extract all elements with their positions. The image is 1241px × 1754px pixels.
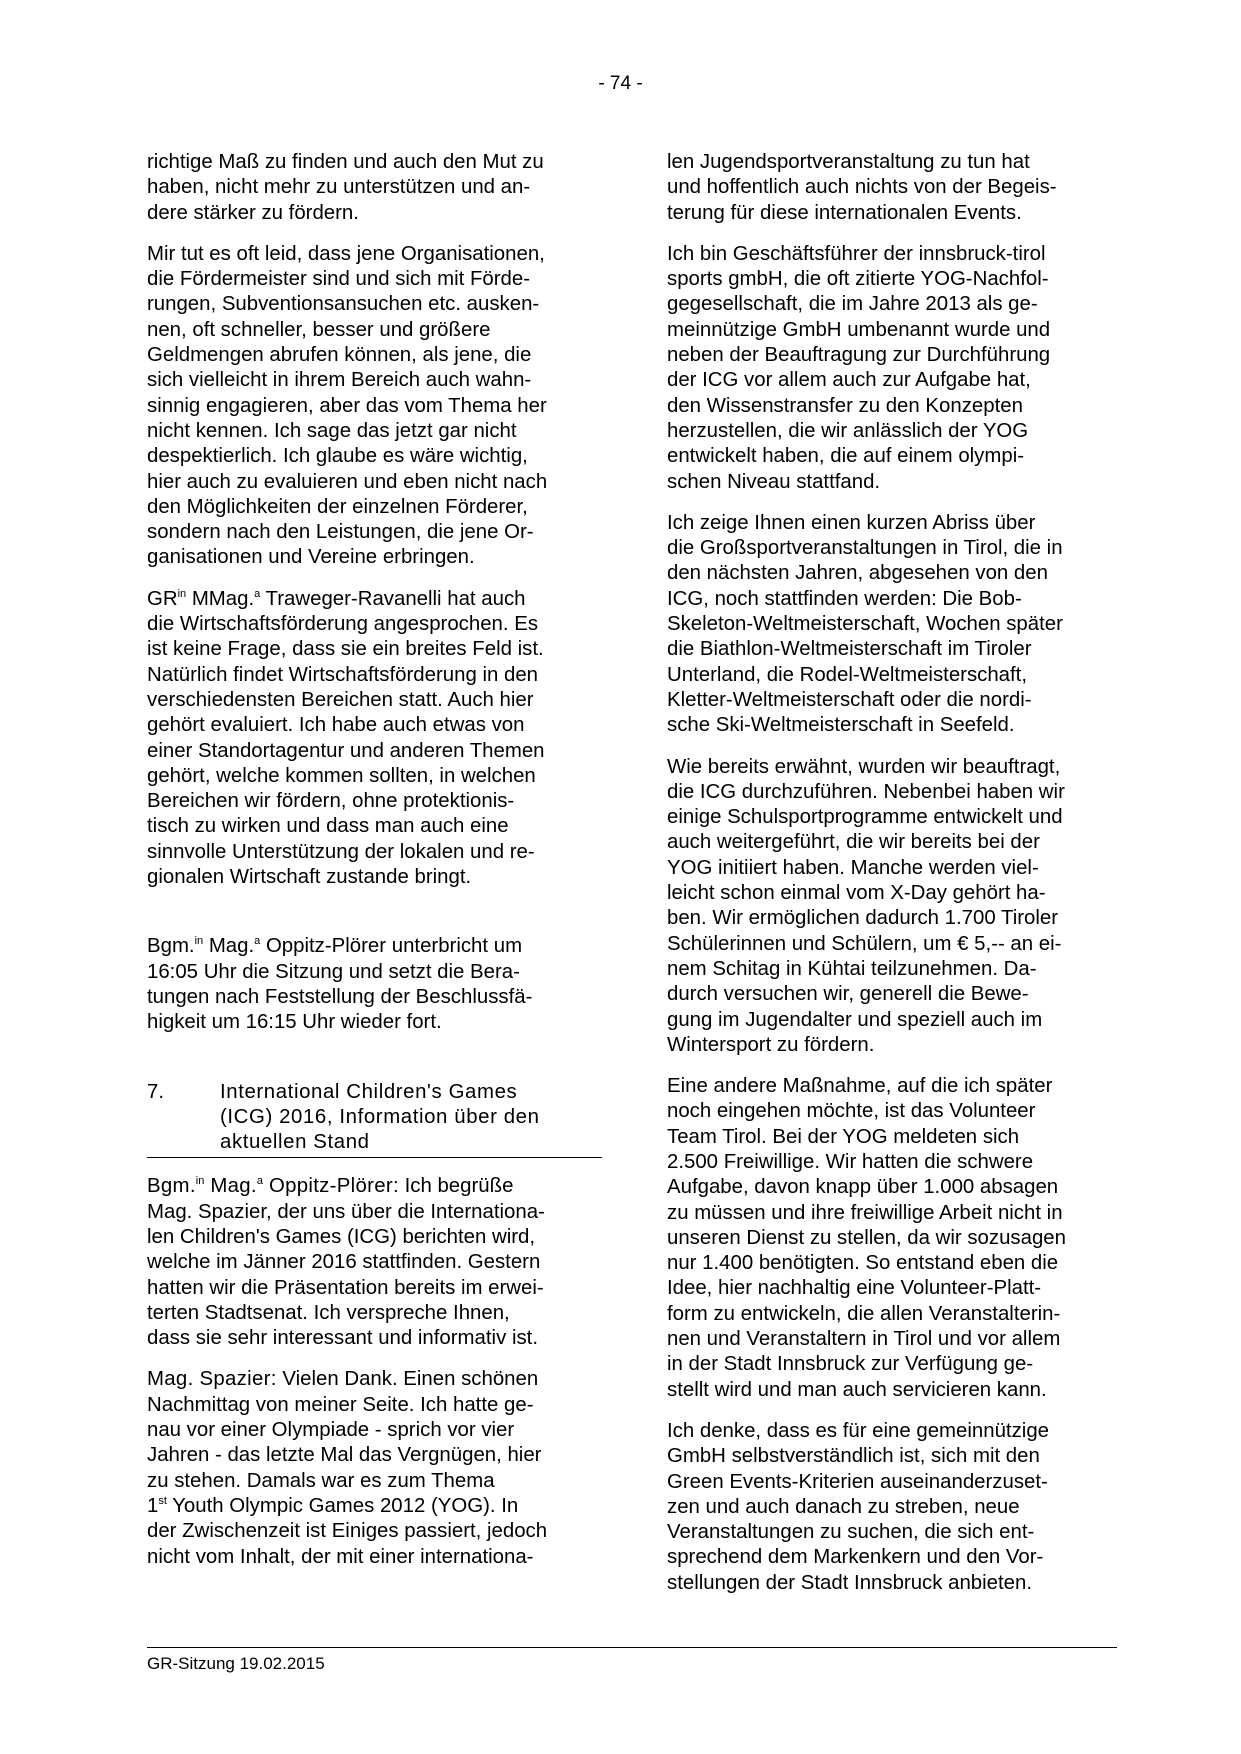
superscript: in xyxy=(177,587,187,600)
speaker-title: MMag. xyxy=(186,587,255,610)
superscript: a xyxy=(254,935,261,948)
paragraph-text: Vielen Dank. Einen schönen Nachmittag von meiner Seite. Ich hatte ge- nau vor einer Olympiade - sprich vor vier Jahren - das letzte Mal das Vergnügen, hier zu stehen. Damals war es zum Thema 1 xyxy=(147,1368,542,1517)
paragraph: Wie bereits erwähnt, wurden wir beauftragt, die ICG durchzuführen. Nebenbei haben wir einige Schulsportprogramme entwickelt und auch weitergeführt, die wir bereits bei der YOG initiiert haben. Manche werden viel- leicht schon einmal vom X-Day gehört ha- ben. Wir ermöglichen dadurch 1.700 Tiroler Schülerinnen und Schülern, um € 5,-- an ei- nem Schitag in Kühtai teilzunehmen. Da- durch versuchen wir, generell die Bewe- gung im Jugendalter und speziell auch im Wintersport zu fördern. xyxy=(667,755,1065,1056)
agenda-item-title: International Children's Games (ICG) 2016, Information über den aktuellen Stand xyxy=(220,1080,540,1154)
paragraph-text: Ich begrüße Mag. Spazier, der uns über die Internationa- len Children's Games (ICG) berichten wird, welche im Jänner 2016 stattfinden. Gestern hatten wir die Präsentation bereits im erwei- terten Stadtsenat. Ich verspreche Ihnen, dass sie sehr interessant und informativ ist. xyxy=(147,1175,545,1350)
paragraph xyxy=(147,587,602,891)
speaker-title: Mag. xyxy=(203,935,255,958)
paragraph: Mir tut es oft leid, dass jene Organisationen, die Fördermeister sind und sich mit Förde- rungen, Subventionsansuchen etc. ausken- nen, oft schneller, besser und größere Geldmengen abrufen können, als jene, die sich vielleicht in ihrem Bereich auch wahn- sinnig engagieren, aber das vom Thema her nicht kennen. Ich sage das jetzt gar nicht despektierlich. Ich glaube es wäre wichtig, hier auch zu evaluieren und eben nicht nach den Möglichkeiten der einzelnen Förderer, sondern nach den Leistungen, die jene Or- ganisationen und Vereine erbringen. xyxy=(147,242,548,569)
paragraph: richtige Maß zu finden und auch den Mut zu haben, nicht mehr zu unterstützen und an- dere stärker zu fördern. xyxy=(147,151,544,224)
superscript: in xyxy=(195,1175,205,1188)
superscript: st xyxy=(158,1494,167,1507)
agenda-item-heading xyxy=(147,1080,602,1159)
speaker-title: GR xyxy=(147,587,178,610)
paragraph: len Jugendsportveranstaltung zu tun hat und hoffentlich auch nichts von der Begeis- terung für diese internationalen Events. xyxy=(667,151,1057,224)
speaker-name: Oppitz-Plörer: xyxy=(262,1175,399,1198)
speaker-name: Bgm. xyxy=(147,1175,196,1198)
speaker-title: Bgm. xyxy=(147,935,195,958)
paragraph xyxy=(147,1174,602,1351)
paragraph-text: Traweger-Ravanelli hat auch die Wirtschaftsförderung angesprochen. Es ist keine Frage, dass sie ein breites Feld ist. Natürlich findet Wirtschaftsförderung in den verschiedensten Bereichen statt. Auch hier gehört evaluiert. Ich habe auch etwas von einer Standortagentur und anderen Themen gehört, welche kommen sollten, in welchen Bereichen wir fördern, ohne protektionis- tisch zu wirken und dass man auch eine sinnvolle Unterstützung der lokalen und re- gionalen Wirtschaft zustande bringt. xyxy=(147,587,545,889)
superscript: a xyxy=(256,1175,263,1188)
paragraph-text: Youth Olympic Games 2012 (YOG). In der Zwischenzeit ist Einiges passiert, jedoch nicht vom Inhalt, der mit einer internationa- xyxy=(147,1494,548,1568)
paragraph-text: Oppitz-Plörer unterbricht um 16:05 Uhr die Sitzung und setzt die Bera- tungen nach Feststellung der Beschlussfä- higkeit um 16:15 Uhr wieder fort. xyxy=(147,935,533,1034)
footer-divider xyxy=(147,1647,1117,1648)
paragraph: Ich zeige Ihnen einen kurzen Abriss über die Großsportveranstaltungen in Tirol, die in den nächsten Jahren, abgesehen von den ICG, noch stattfinden werden: Die Bob- Skeleton-Weltmeisterschaft, Wochen später die Biathlon-Weltmeisterschaft im Tiroler Unterland, die Rodel-Weltmeisterschaft, Kletter-Weltmeisterschaft oder die nordi- sche Ski-Weltmeisterschaft in Seefeld. xyxy=(667,511,1063,737)
page-number: - 74 - xyxy=(598,73,643,94)
agenda-item-number: 7. xyxy=(147,1080,165,1103)
paragraph xyxy=(147,934,602,1035)
right-column xyxy=(667,150,1122,1612)
left-column xyxy=(147,150,602,1586)
superscript: a xyxy=(254,587,261,600)
superscript: in xyxy=(194,935,204,948)
paragraph: Ich denke, dass es für eine gemeinnützige GmbH selbstverständlich ist, sich mit den Green Events-Kriterien auseinanderzuset- zen und auch danach zu streben, neue Veranstaltungen zu suchen, die sich ent- sprechend dem Markenkern und den Vor- stellungen der Stadt Innsbruck anbieten. xyxy=(667,1419,1049,1594)
speaker-name: Mag. xyxy=(204,1175,257,1198)
paragraph xyxy=(147,1367,602,1569)
paragraph: Ich bin Geschäftsführer der innsbruck-tirol sports gmbH, die oft zitierte YOG-Nachfol- gegesellschaft, die im Jahre 2013 als ge- meinnützige GmbH umbenannt wurde und neben der Beauftragung zur Durchführung der ICG vor allem auch zur Aufgabe hat, den Wissenstransfer zu den Konzepten herzustellen, die wir anlässlich der YOG entwickelt haben, die auf einem olympi- schen Niveau stattfand. xyxy=(667,242,1051,493)
footer-session-date: GR-Sitzung 19.02.2015 xyxy=(147,1654,325,1673)
paragraph: Eine andere Maßnahme, auf die ich später noch eingehen möchte, ist das Volunteer Team Tirol. Bei der YOG meldeten sich 2.500 Freiwillige. Wir hatten die schwere Aufgabe, davon knapp über 1.000 absagen zu müssen und ihre freiwillige Arbeit nicht in unseren Dienst zu stellen, da wir sozusagen nur 1.400 benötigten. So entstand eben die Idee, hier nachhaltig eine Volunteer-Platt- form zu entwickeln, die allen Veranstalterin- nen und Veranstaltern in Tirol und vor allem in der Stadt Innsbruck zur Verfügung ge- stellt wird und man auch servicieren kann. xyxy=(667,1075,1066,1401)
speaker-name: Mag. Spazier: xyxy=(147,1368,277,1391)
